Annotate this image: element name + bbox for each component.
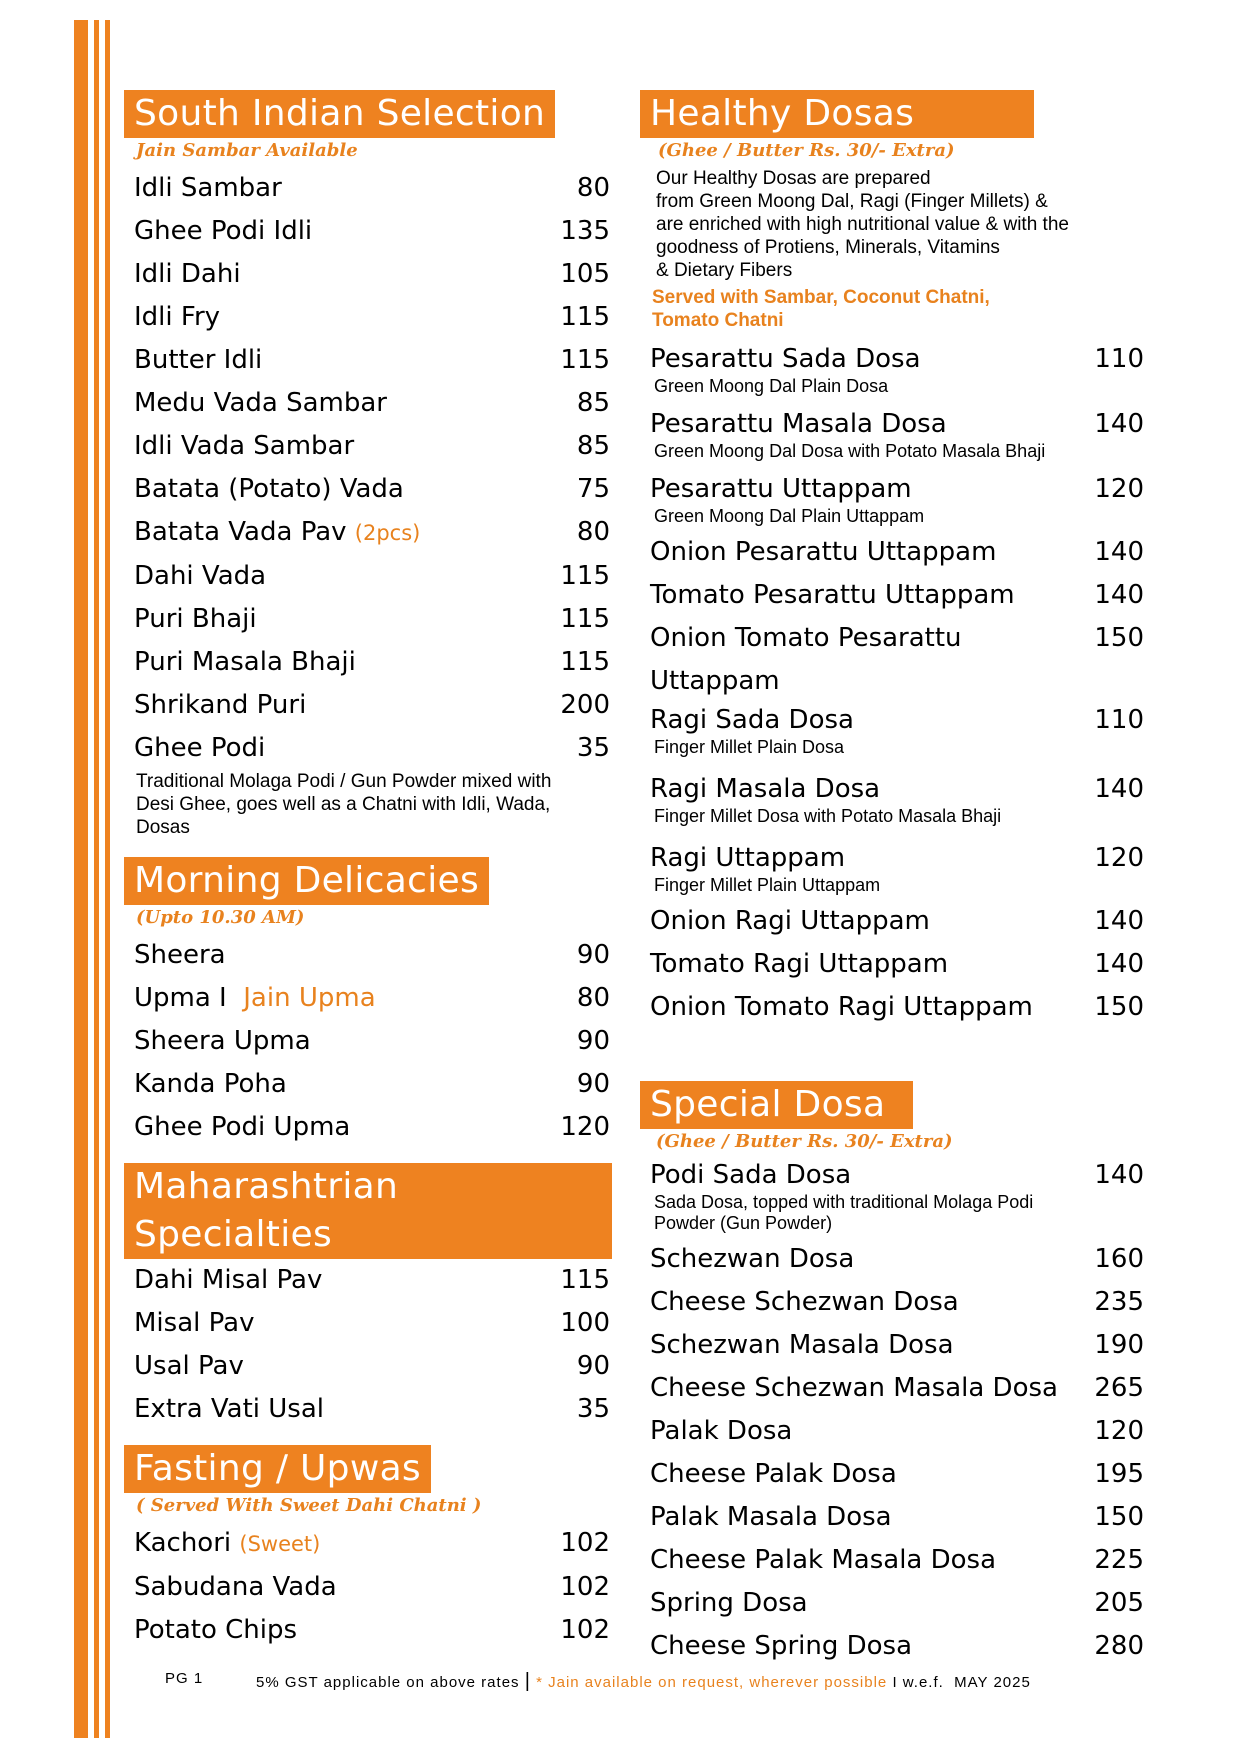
item-price: 195 (1094, 1459, 1144, 1489)
footer-note (256, 1670, 1031, 1693)
menu-item (640, 1496, 1146, 1539)
menu-item (124, 339, 612, 382)
item-price: 140 (1094, 1160, 1144, 1190)
menu-item (640, 1324, 1146, 1367)
section-title: Healthy Dosas (640, 90, 1034, 138)
section-south-indian (124, 90, 612, 839)
menu-item (640, 407, 1146, 441)
decor-stripe-3 (105, 20, 110, 1738)
item-name: Shrikand Puri (134, 690, 307, 720)
item-name: Idli Vada Sambar (134, 431, 355, 461)
item-name: Ghee Podi Upma (134, 1112, 351, 1142)
item-name: Tomato Ragi Uttappam (650, 949, 949, 979)
item-description: Green Moong Dal Dosa with Potato Masala Bhaji (654, 441, 1046, 461)
menu-item (640, 986, 1146, 1029)
section-subtitle: Jain Sambar Available (136, 140, 358, 161)
item-price: 140 (1094, 580, 1144, 610)
menu-item (124, 555, 612, 598)
item-name: Pesarattu Masala Dosa (650, 409, 947, 439)
menu-item (640, 1625, 1146, 1668)
intro-line: are enriched with high nutritional value & with the (656, 214, 1069, 235)
section-subtitle: (Ghee / Butter Rs. 30/- Extra) (658, 140, 955, 161)
decor-stripe-2 (94, 20, 99, 1738)
item-name: Ghee Podi Idli (134, 216, 313, 246)
item-name: Palak Masala Dosa (650, 1502, 892, 1532)
item-name: Onion Tomato Ragi Uttappam (650, 992, 1033, 1022)
item-price: 120 (1094, 843, 1144, 873)
item-price: 35 (576, 1394, 610, 1424)
item-name: Ragi Uttappam (650, 843, 846, 873)
intro-line: goodness of Protiens, Minerals, Vitamins (656, 237, 1000, 258)
item-price: 105 (560, 259, 610, 289)
item-name: Potato Chips (134, 1615, 298, 1645)
section-healthy-dosas (640, 90, 1146, 1029)
item-price: 90 (576, 1026, 610, 1056)
item-name: Ghee Podi (134, 733, 266, 763)
item-name: Schezwan Masala Dosa (650, 1330, 954, 1360)
menu-item (124, 167, 612, 210)
item-price: 115 (560, 1265, 610, 1295)
item-description: Traditional Molaga Podi / Gun Powder mixed with Desi Ghee, goes well as a Chatni with Idli, Wada, Dosas (136, 771, 552, 838)
item-name: Extra Vati Usal (134, 1394, 325, 1424)
wef-date: MAY 2025 (954, 1674, 1031, 1691)
footer-separator: | (524, 1670, 531, 1692)
item-price: 110 (1094, 705, 1144, 735)
item-price: 115 (560, 345, 610, 375)
menu-item (640, 531, 1146, 574)
item-price: 280 (1094, 1631, 1144, 1661)
menu-item (124, 1063, 612, 1106)
menu-item (124, 641, 612, 684)
item-name: Sheera (134, 940, 226, 970)
item-price: 140 (1094, 906, 1144, 936)
item-price: 102 (560, 1615, 610, 1645)
section-title: South Indian Selection (124, 90, 555, 138)
item-name: Palak Dosa (650, 1416, 793, 1446)
section-special-dosa (640, 1081, 1146, 1668)
item-price: 102 (560, 1572, 610, 1602)
section-subtitle: (Ghee / Butter Rs. 30/- Extra) (656, 1131, 953, 1152)
served-with: Tomato Chatni (652, 310, 784, 331)
item-note: (Sweet) (239, 1532, 321, 1556)
item-price: 110 (1094, 344, 1144, 374)
menu-item (640, 472, 1146, 506)
item-price: 120 (560, 1112, 610, 1142)
menu-item (640, 1281, 1146, 1324)
item-name: Batata Vada Pav (134, 517, 347, 547)
menu-item (124, 1566, 612, 1609)
menu-item (124, 425, 612, 468)
menu-item (124, 977, 612, 1020)
item-price: 75 (576, 474, 610, 504)
item-description: Sada Dosa, topped with traditional Molaga Podi Powder (Gun Powder) (654, 1192, 1034, 1233)
item-description: Green Moong Dal Plain Uttappam (654, 506, 925, 526)
item-price: 135 (560, 216, 610, 246)
item-name: Cheese Schezwan Dosa (650, 1287, 959, 1317)
item-name: Sabudana Vada (134, 1572, 337, 1602)
menu-item (124, 253, 612, 296)
menu-item (124, 1106, 612, 1149)
item-price: 140 (1094, 409, 1144, 439)
item-name: Kachori (134, 1528, 232, 1558)
menu-item (124, 210, 612, 253)
section-subtitle: ( Served With Sweet Dahi Chatni ) (136, 1495, 482, 1516)
item-extra: Jain Upma (243, 983, 376, 1013)
item-name: Puri Bhaji (134, 604, 257, 634)
item-price: 200 (560, 690, 610, 720)
menu-item (640, 772, 1146, 806)
item-price: 80 (576, 517, 610, 547)
gst-note: 5% GST applicable on above rates (256, 1674, 520, 1691)
menu-item (124, 1609, 612, 1652)
section-title: Fasting / Upwas (124, 1445, 431, 1493)
item-price: 120 (1094, 1416, 1144, 1446)
menu-item (640, 943, 1146, 986)
section-title: Morning Delicacies (124, 857, 489, 905)
item-name: Cheese Palak Dosa (650, 1459, 897, 1489)
item-name: Spring Dosa (650, 1588, 808, 1618)
item-name: Kanda Poha (134, 1069, 287, 1099)
item-name: Idli Fry (134, 302, 221, 332)
menu-item (124, 598, 612, 641)
item-name: Pesarattu Sada Dosa (650, 344, 921, 374)
item-name: Schezwan Dosa (650, 1244, 855, 1274)
menu-item (640, 617, 1146, 703)
item-name: Butter Idli (134, 345, 263, 375)
page-number: PG 1 (165, 1670, 204, 1687)
item-price: 102 (560, 1528, 610, 1558)
item-description: Finger Millet Dosa with Potato Masala Bhaji (654, 806, 1002, 826)
menu-item (640, 1582, 1146, 1625)
item-price: 90 (576, 940, 610, 970)
item-name: Onion Ragi Uttappam (650, 906, 930, 936)
menu-item (124, 296, 612, 339)
item-note: (2pcs) (354, 521, 421, 545)
item-price: 150 (1094, 992, 1144, 1022)
item-price: 235 (1094, 1287, 1144, 1317)
left-column (124, 90, 612, 1652)
item-price: 115 (560, 561, 610, 591)
jain-note: * Jain available on request, wherever possible (536, 1674, 888, 1691)
item-price: 140 (1094, 774, 1144, 804)
menu-item (124, 468, 612, 511)
item-price: 85 (576, 431, 610, 461)
menu-item (124, 511, 612, 555)
menu-item (640, 574, 1146, 617)
menu-item (640, 703, 1146, 737)
item-price: 140 (1094, 949, 1144, 979)
intro-line: & Dietary Fibers (656, 260, 793, 281)
menu-item (124, 934, 612, 977)
section-title: Special Dosa (640, 1081, 913, 1129)
item-price: 265 (1094, 1373, 1144, 1403)
item-price: 140 (1094, 537, 1144, 567)
item-price: 115 (560, 604, 610, 634)
menu-item (640, 1367, 1146, 1410)
item-name: Idli Dahi (134, 259, 241, 289)
item-name: Sheera Upma (134, 1026, 311, 1056)
menu-item (124, 1020, 612, 1063)
section-morning (124, 857, 612, 1149)
item-price: 115 (560, 647, 610, 677)
menu-item (124, 1388, 612, 1431)
menu-item (640, 1410, 1146, 1453)
item-price: 85 (576, 388, 610, 418)
item-price: 160 (1094, 1244, 1144, 1274)
item-price: 35 (576, 733, 610, 763)
intro-text (640, 167, 1146, 332)
menu-item (640, 1539, 1146, 1582)
section-title: Maharashtrian Specialties (124, 1163, 612, 1259)
intro-line: from Green Moong Dal, Ragi (Finger Millets) & (656, 191, 1048, 212)
footer-separator: I (892, 1674, 898, 1691)
item-name: Onion Pesarattu Uttappam (650, 537, 997, 567)
menu-item (124, 1259, 612, 1302)
section-subtitle: (Upto 10.30 AM) (136, 907, 305, 928)
item-price: 190 (1094, 1330, 1144, 1360)
item-price: 100 (560, 1308, 610, 1338)
item-price: 90 (576, 1351, 610, 1381)
item-description: Green Moong Dal Plain Dosa (654, 376, 889, 396)
item-price: 205 (1094, 1588, 1144, 1618)
decor-stripe-1 (74, 20, 88, 1738)
item-price: 225 (1094, 1545, 1144, 1575)
item-name: Pesarattu Uttappam (650, 474, 912, 504)
item-name: Ragi Masala Dosa (650, 774, 881, 804)
item-price: 150 (1094, 623, 1144, 653)
menu-item (124, 1345, 612, 1388)
wef-label: w.e.f. (902, 1674, 944, 1691)
item-price: 90 (576, 1069, 610, 1099)
item-price: 115 (560, 302, 610, 332)
item-description: Finger Millet Plain Dosa (654, 737, 845, 757)
menu-item (640, 342, 1146, 376)
item-description: Finger Millet Plain Uttappam (654, 875, 881, 895)
item-name: Dahi Misal Pav (134, 1265, 323, 1295)
menu-item (124, 1302, 612, 1345)
right-column (640, 90, 1146, 1668)
item-name: Onion Tomato Pesarattu Uttappam (650, 623, 962, 696)
item-price: 80 (576, 173, 610, 203)
served-with: Served with Sambar, Coconut Chatni, (652, 287, 990, 308)
item-name: Cheese Spring Dosa (650, 1631, 913, 1661)
section-maharashtrian (124, 1163, 612, 1431)
item-name: Ragi Sada Dosa (650, 705, 854, 735)
item-name: Cheese Schezwan Masala Dosa (650, 1373, 1058, 1403)
menu-list (124, 167, 612, 839)
item-name: Batata (Potato) Vada (134, 474, 404, 504)
item-name: Podi Sada Dosa (650, 1160, 852, 1190)
item-name: Dahi Vada (134, 561, 267, 591)
intro-line: Our Healthy Dosas are prepared (656, 168, 931, 189)
item-price: 80 (576, 983, 610, 1013)
item-name: Idli Sambar (134, 173, 282, 203)
menu-item (640, 1238, 1146, 1281)
item-price: 150 (1094, 1502, 1144, 1532)
menu-item (640, 841, 1146, 875)
menu-item (640, 1453, 1146, 1496)
menu-item (124, 684, 612, 727)
menu-item (640, 900, 1146, 943)
menu-item (124, 727, 612, 770)
item-name: Tomato Pesarattu Uttappam (650, 580, 1015, 610)
menu-item (124, 1522, 612, 1566)
menu-item (124, 382, 612, 425)
item-name: Misal Pav (134, 1308, 255, 1338)
item-price: 120 (1094, 474, 1144, 504)
item-name: Usal Pav (134, 1351, 244, 1381)
section-fasting (124, 1445, 612, 1652)
item-name: Medu Vada Sambar (134, 388, 387, 418)
item-name: Cheese Palak Masala Dosa (650, 1545, 997, 1575)
menu-item (640, 1158, 1146, 1192)
item-name: Puri Masala Bhaji (134, 647, 356, 677)
item-name: Upma I (134, 983, 227, 1013)
